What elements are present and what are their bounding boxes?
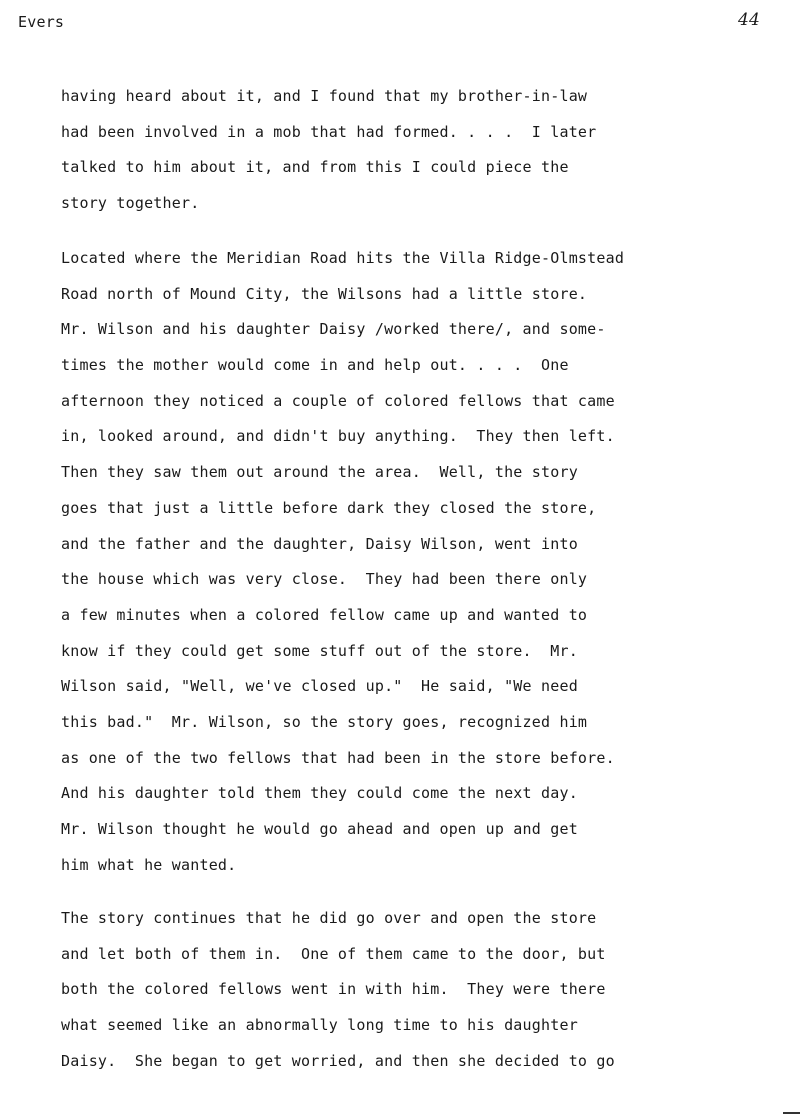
text-line: having heard about it, and I found that my brother-in-law [61, 87, 588, 105]
text-line: him what he wanted. [61, 855, 237, 874]
paragraph-1 [61, 79, 596, 222]
page-number: 44 [738, 10, 761, 30]
text-line: Mr. Wilson and his daughter Daisy /worked there/, and some- [61, 320, 606, 339]
page-edge-mark [783, 1112, 800, 1114]
text-line: story together. [61, 194, 200, 213]
text-line: as one of the two fellows that had been in the store before. [61, 748, 615, 767]
paragraph-3 [61, 901, 615, 1079]
text-line: Then they saw them out around the area. Well, the story [61, 463, 578, 482]
text-line: in, looked around, and didn't buy anything. They then left. [61, 427, 615, 446]
text-line: afternoon they noticed a couple of colored fellows that came [61, 391, 615, 410]
text-line: times the mother would come in and help out. . . . One [61, 356, 569, 375]
text-line: Daisy. She began to get worried, and then she decided to go [61, 1051, 615, 1070]
text-line: a few minutes when a colored fellow came up and wanted to [61, 605, 588, 624]
header-author: Evers [18, 13, 65, 31]
text-line: had been involved in a mob that had formed. . . . I later [61, 122, 597, 141]
text-line: Wilson said, "Well, we've closed up." He said, "We need [61, 677, 578, 696]
text-line: Located where the Meridian Road hits the Villa Ridge-Olmstead [61, 249, 625, 267]
text-line: and the father and the daughter, Daisy Wilson, went into [61, 534, 578, 553]
text-line: goes that just a little before dark they closed the store, [61, 498, 597, 517]
text-line: and let both of them in. One of them came to the door, but [61, 944, 606, 963]
text-line: And his daughter told them they could come the next day. [61, 784, 578, 803]
text-line: both the colored fellows went in with him. They were there [61, 980, 606, 999]
text-line: the house which was very close. They had been there only [61, 570, 588, 589]
paragraph-2 [61, 241, 624, 883]
text-line: talked to him about it, and from this I could piece the [61, 158, 569, 177]
text-line: The story continues that he did go over and open the store [61, 909, 597, 927]
text-line: this bad." Mr. Wilson, so the story goes, recognized him [61, 712, 588, 731]
text-line: what seemed like an abnormally long time to his daughter [61, 1016, 578, 1035]
text-line: Mr. Wilson thought he would go ahead and open up and get [61, 820, 578, 838]
text-line: know if they could get some stuff out of the store. Mr. [61, 641, 578, 660]
text-line: Road north of Mound City, the Wilsons had a little store. [61, 284, 588, 303]
